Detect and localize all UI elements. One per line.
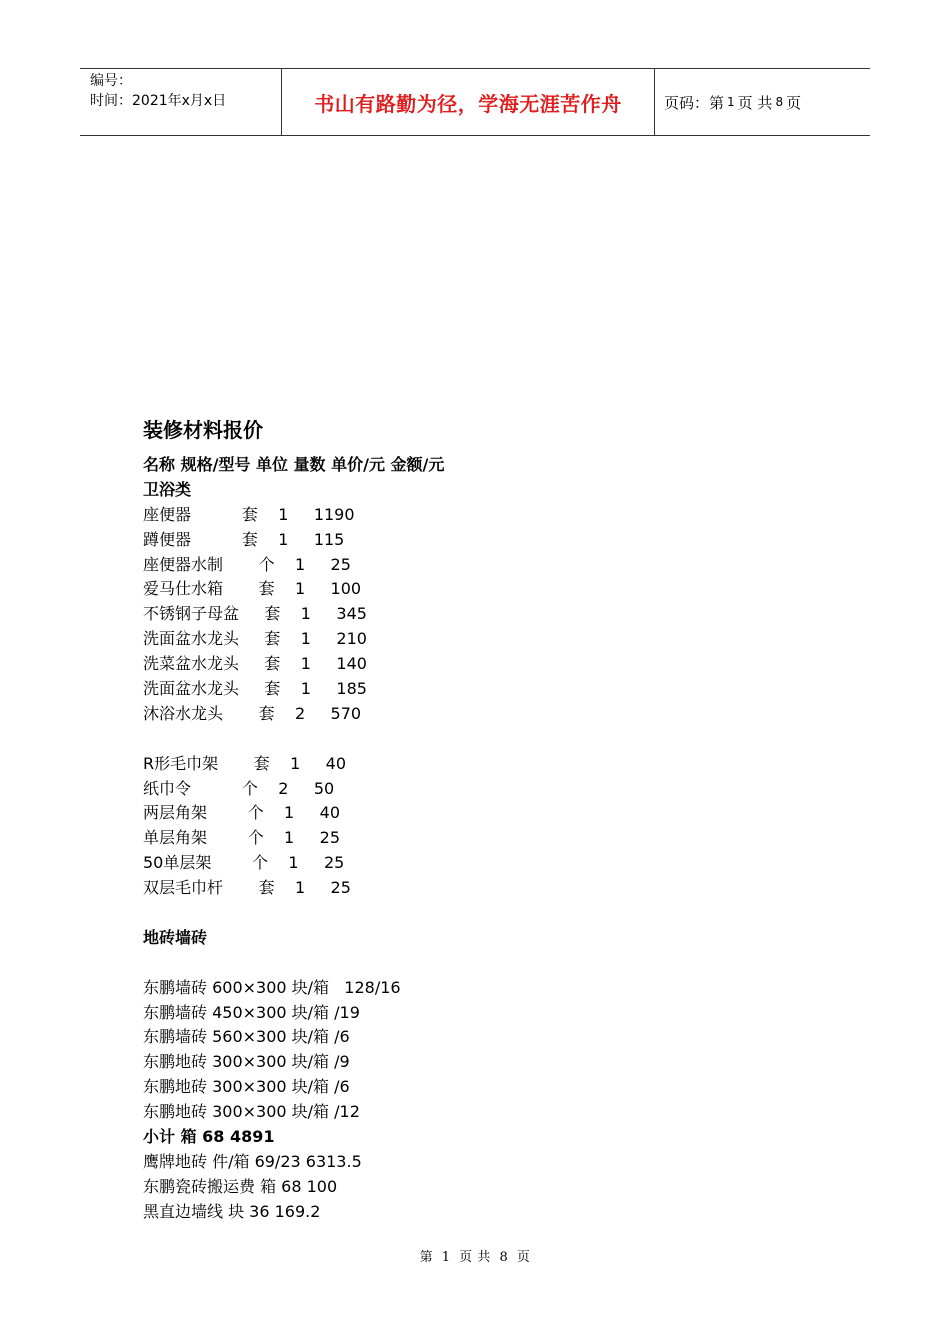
header-page-mid: 页 共 [737, 93, 773, 112]
section-heading: 地砖墙砖 [143, 927, 208, 947]
document-body [143, 410, 843, 1225]
price-line [143, 727, 843, 752]
price-line: 两层角架 个 1 40 [143, 803, 341, 823]
header-page-current: 1 [727, 95, 735, 109]
price-line: 洗面盆水龙头 套 1 185 [143, 679, 367, 699]
price-line [143, 951, 843, 976]
section-heading: 小计 箱 68 4891 [143, 1127, 275, 1147]
price-line: 黑直边墙线 块 36 169.2 [143, 1201, 321, 1221]
price-line: 50单层架 个 1 25 [143, 853, 345, 873]
price-line: 东鹏地砖 300×300 块/箱 /12 [143, 1102, 360, 1122]
header-info-cell [80, 69, 282, 135]
price-line: 东鹏墙砖 560×300 块/箱 /6 [143, 1027, 350, 1047]
price-line: 沐浴水龙头 套 2 570 [143, 703, 362, 723]
header-motto: 书山有路勤为径，学海无涯苦作舟 [282, 69, 655, 135]
footer-page-current: 1 [441, 1250, 451, 1265]
price-list [143, 453, 843, 1225]
price-line: 东鹏地砖 300×300 块/箱 /9 [143, 1052, 350, 1072]
price-line: 东鹏瓷砖搬运费 箱 68 100 [143, 1176, 338, 1196]
price-line: 爱马仕水箱 套 1 100 [143, 579, 362, 599]
header-page-number [655, 69, 870, 135]
document-title: 装修材料报价 [143, 418, 263, 442]
footer-page-suffix: 页 [516, 1250, 531, 1265]
page-footer [0, 1246, 950, 1265]
page-header [80, 68, 870, 136]
price-line: 鹰牌地砖 件/箱 69/23 6313.5 [143, 1151, 362, 1171]
price-line: 东鹏地砖 300×300 块/箱 /6 [143, 1077, 350, 1097]
price-line: 洗菜盆水龙头 套 1 140 [143, 654, 367, 674]
price-line: 蹲便器 套 1 115 [143, 529, 345, 549]
header-page-suffix: 页 [786, 93, 802, 112]
price-line: 不锈钢子母盆 套 1 345 [143, 604, 367, 624]
footer-page-total: 8 [499, 1250, 509, 1265]
price-line: 双层毛巾杆 套 1 25 [143, 878, 351, 898]
price-line: 座便器水制 个 1 25 [143, 554, 351, 574]
price-line: 座便器 套 1 1190 [143, 504, 355, 524]
section-heading: 卫浴类 [143, 479, 192, 499]
header-page-total: 8 [775, 95, 784, 109]
document-number-label: 编号： [90, 73, 132, 89]
price-line: 东鹏墙砖 450×300 块/箱 /19 [143, 1002, 360, 1022]
price-line: 洗面盆水龙头 套 1 210 [143, 629, 367, 649]
section-heading: 名称 规格/型号 单位 量数 单价/元 金额/元 [143, 455, 445, 474]
header-page-prefix: 页码：第 [664, 93, 725, 112]
price-line: R形毛巾架 套 1 40 [143, 753, 347, 773]
price-line: 单层角架 个 1 25 [143, 828, 341, 848]
price-line [143, 901, 843, 926]
document-date-label: 时间：2021年x月x日 [90, 93, 227, 109]
footer-page-prefix: 第 [419, 1250, 434, 1265]
price-line: 纸巾令 个 2 50 [143, 778, 335, 798]
footer-page-mid: 页 共 [459, 1250, 491, 1265]
price-line: 东鹏墙砖 600×300 块/箱 128/16 [143, 977, 401, 997]
